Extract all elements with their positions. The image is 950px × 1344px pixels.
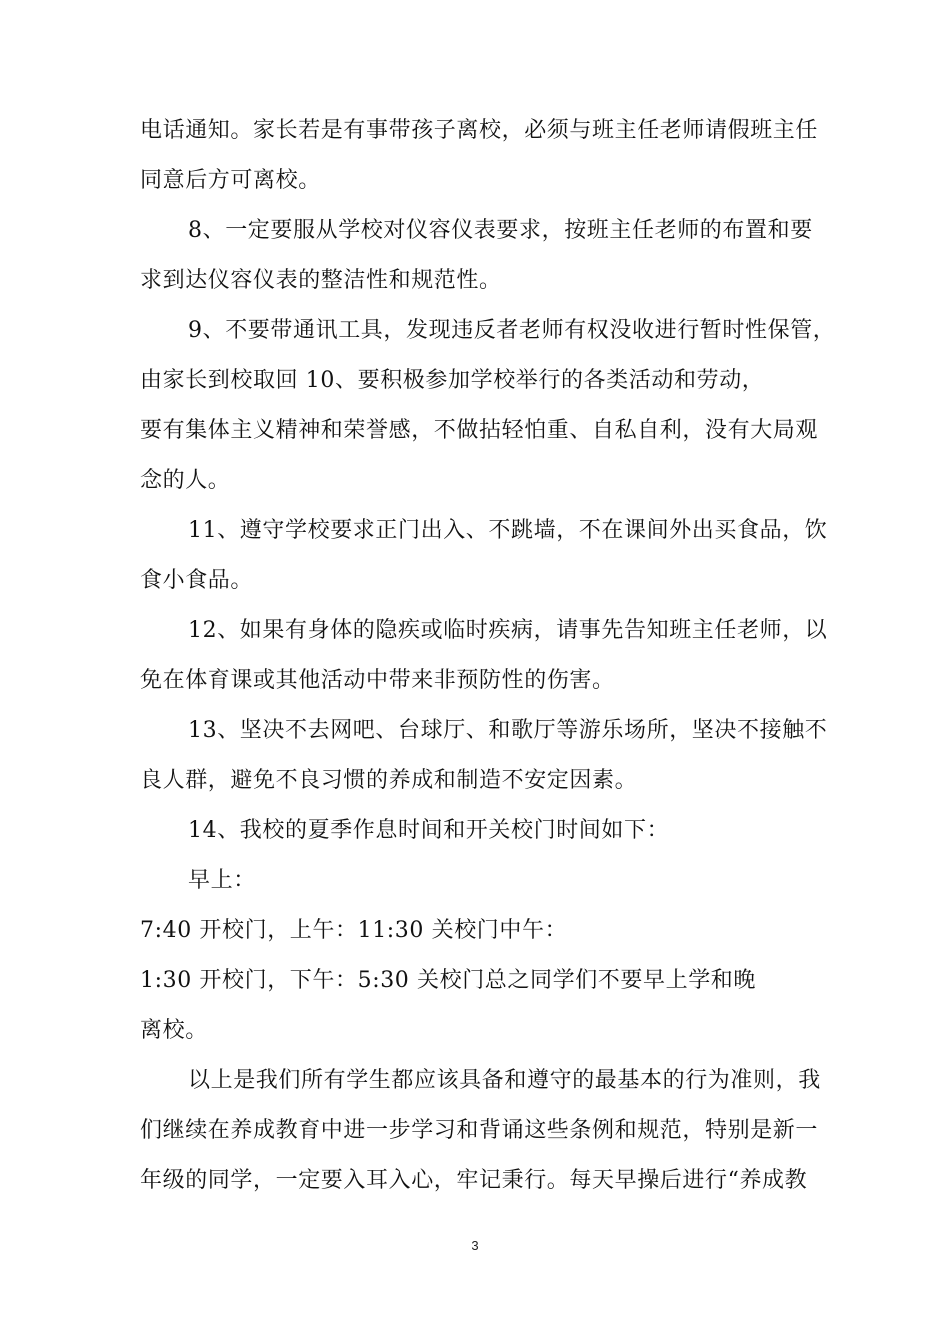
text-line: 以上是我们所有学生都应该具备和遵守的最基本的行为准则，我 bbox=[188, 1068, 821, 1093]
text-line: 念的人。 bbox=[140, 468, 231, 493]
text-line: 食小食品。 bbox=[140, 568, 254, 593]
text-line: 同意后方可离校。 bbox=[140, 168, 321, 193]
text-line: 要有集体主义精神和荣誉感，不做拈轻怕重、自私自利，没有大局观 bbox=[140, 418, 819, 443]
text-line: 8、一定要服从学校对仪容仪表要求，按班主任老师的布置和要 bbox=[188, 218, 813, 243]
text-line: 年级的同学，一定要入耳入心，牢记秉行。每天早操后进行“养成教 bbox=[140, 1168, 808, 1193]
page-number: 3 bbox=[471, 1238, 479, 1253]
text-line: 12、如果有身体的隐疾或临时疾病，请事先告知班主任老师，以 bbox=[188, 618, 828, 643]
text-line: 电话通知。家长若是有事带孩子离校，必须与班主任老师请假班主任 bbox=[140, 118, 819, 143]
text-line: 11、遵守学校要求正门出入、不跳墙，不在课间外出买食品，饮 bbox=[188, 518, 828, 543]
text-line: 9、不要带通讯工具，发现违反者老师有权没收进行暂时性保管， bbox=[188, 318, 836, 343]
text-line: 14、我校的夏季作息时间和开关校门时间如下： bbox=[188, 818, 670, 843]
text-line: 求到达仪容仪表的整洁性和规范性。 bbox=[140, 268, 502, 293]
text-line: 由家长到校取回 10、要积极参加学校举行的各类活动和劳动， bbox=[140, 368, 765, 393]
text-line: 良人群，避免不良习惯的养成和制造不安定因素。 bbox=[140, 768, 638, 793]
text-line: 们继续在养成教育中进一步学习和背诵这些条例和规范，特别是新一 bbox=[140, 1118, 819, 1143]
text-line: 13、坚决不去网吧、台球厅、和歌厅等游乐场所，坚决不接触不 bbox=[188, 718, 828, 743]
text-line: 离校。 bbox=[140, 1018, 208, 1043]
text-line: 7:40 开校门，上午：11:30 关校门中午： bbox=[140, 918, 568, 943]
text-line: 1:30 开校门，下午：5:30 关校门总之同学们不要早上学和晚 bbox=[140, 968, 756, 993]
text-line: 免在体育课或其他活动中带来非预防性的伤害。 bbox=[140, 668, 615, 693]
text-line: 早上： bbox=[188, 868, 256, 893]
